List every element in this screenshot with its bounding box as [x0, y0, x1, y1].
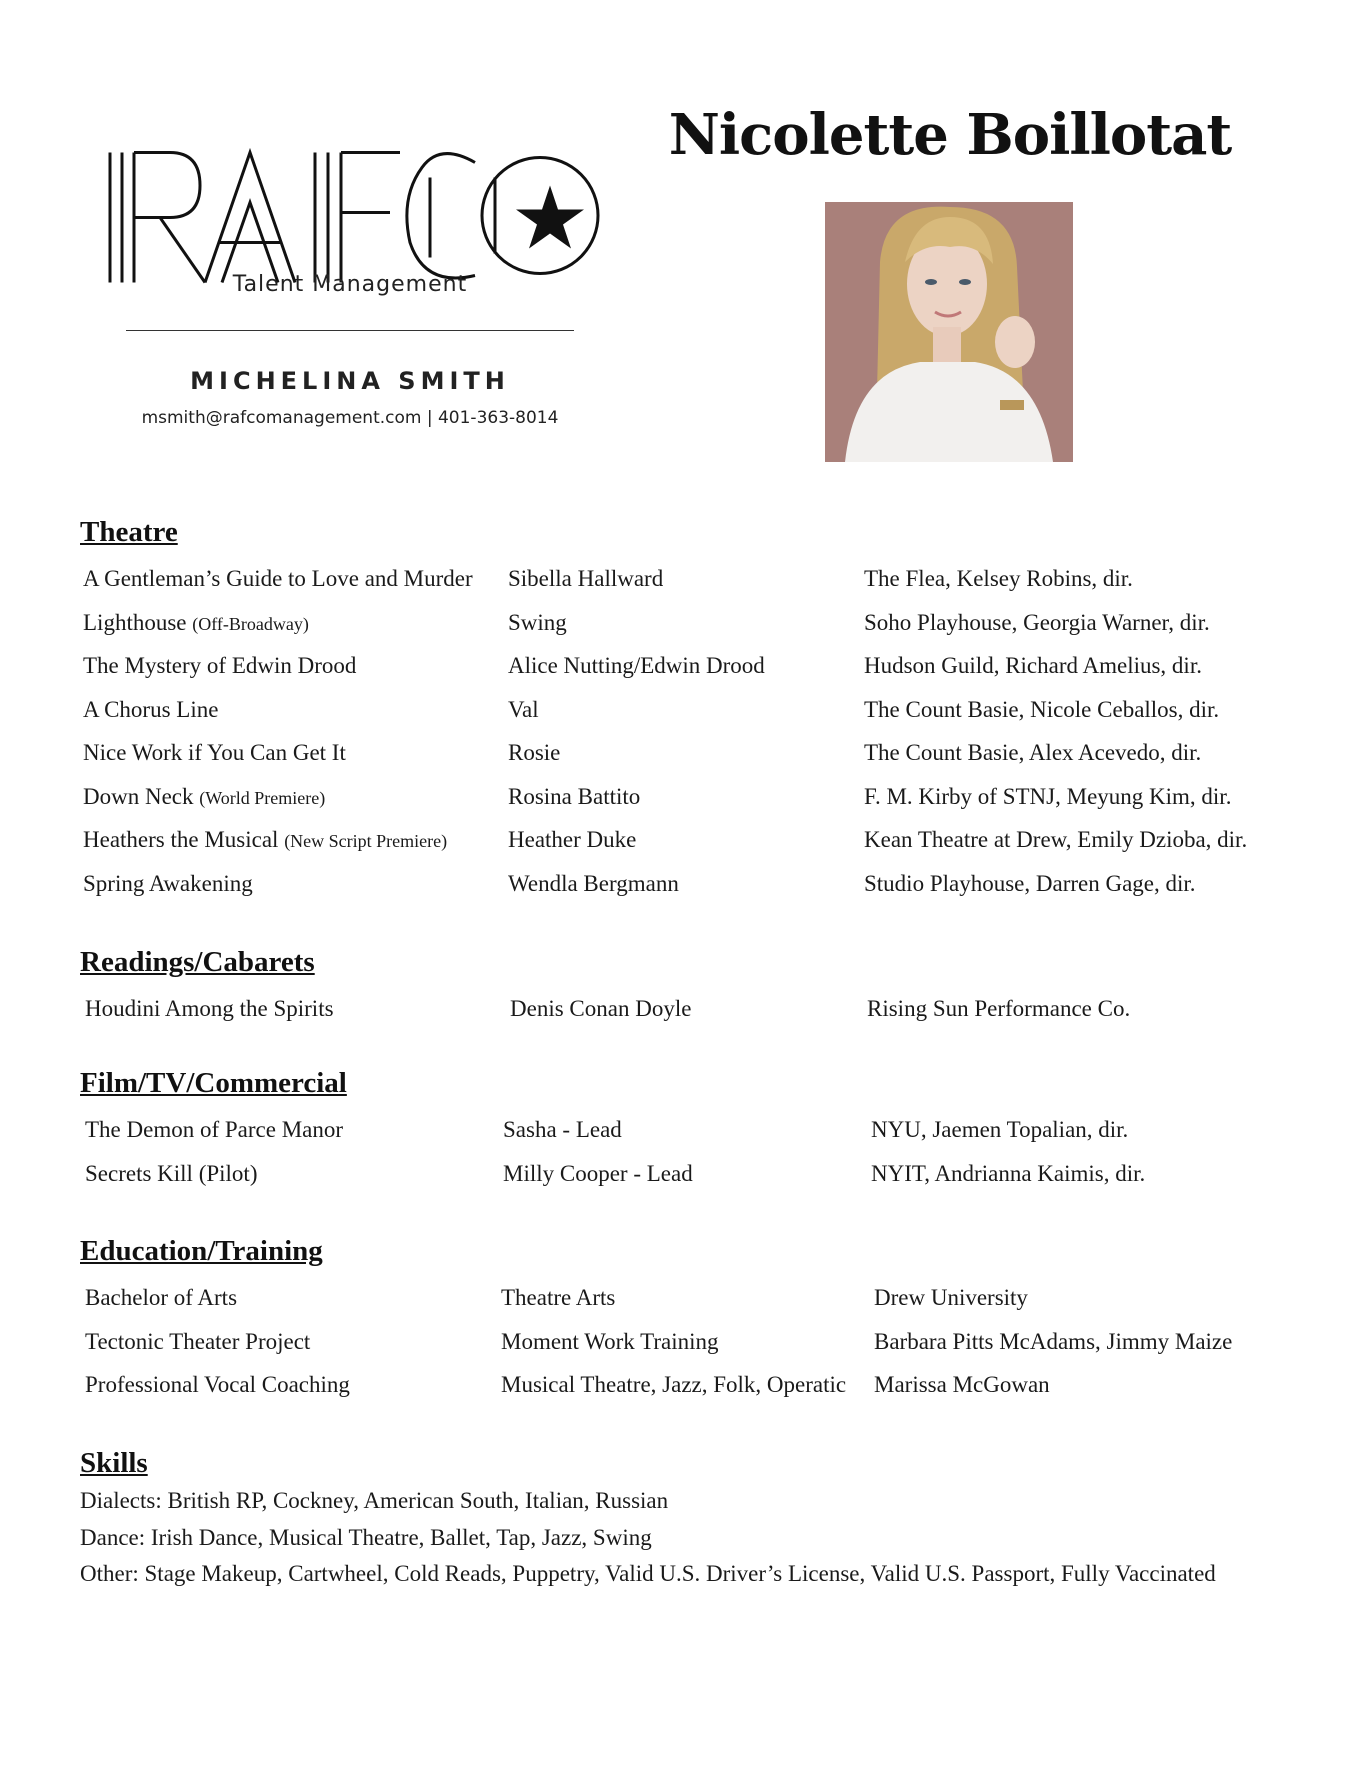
theatre-credit-row [0, 740, 1366, 776]
readings-credit-row [0, 996, 1366, 1032]
credit-title [85, 1117, 343, 1143]
credit-role: Sibella Hallward [508, 566, 664, 591]
credit-venue: Soho Playhouse, Georgia Warner, dir. [864, 609, 1210, 635]
credit-venue: The Flea, Kelsey Robins, dir. [864, 566, 1133, 591]
credit-venue: Barbara Pitts McAdams, Jimmy Maize [874, 1328, 1233, 1354]
credit-role: Heather Duke [508, 827, 637, 852]
agent-name: MICHELINA SMITH [190, 367, 510, 395]
actor-name: Nicolette Boillotat [668, 102, 1232, 168]
credit-role: Musical Theatre, Jazz, Folk, Operatic [501, 1372, 847, 1397]
credit-title-text: Down Neck [83, 783, 194, 809]
theatre-credit-row [0, 784, 1366, 820]
credit-venue: Drew University [874, 1285, 1028, 1310]
credit-title [85, 1285, 237, 1311]
credit-role: Milly Cooper - Lead [503, 1160, 693, 1186]
credit-title-text: A Gentleman’s Guide to Love and Murder [83, 566, 473, 591]
credit-venue: The Count Basie, Alex Acevedo, dir. [864, 740, 1202, 765]
credit-role: Theatre Arts [501, 1285, 616, 1310]
film-credit-row [0, 1161, 1366, 1197]
credit-note: (New Script Premiere) [284, 831, 448, 851]
credit-title [83, 827, 447, 853]
credit-role: Swing [508, 609, 567, 635]
credit-role: Rosina Battito [508, 783, 641, 809]
credit-title [83, 784, 325, 810]
credit-title [83, 697, 218, 723]
credit-title-text: Heathers the Musical [83, 827, 279, 852]
credit-role: Alice Nutting/Edwin Drood [508, 653, 765, 678]
credit-title-text: Tectonic Theater Project [85, 1328, 311, 1354]
credit-title-text: A Chorus Line [83, 696, 219, 722]
credit-title-text: The Mystery of Edwin Drood [83, 653, 357, 678]
theatre-credit-row [0, 697, 1366, 733]
credit-title [83, 740, 346, 766]
credit-role: Wendla Bergmann [508, 870, 679, 896]
credit-title [85, 1372, 350, 1398]
credit-title-text: Secrets Kill (Pilot) [85, 1160, 258, 1186]
skill-line-dance: Dance: Irish Dance, Musical Theatre, Ballet, Tap, Jazz, Swing [80, 1525, 652, 1550]
headshot-photo [825, 202, 1073, 462]
section-heading-education: Education/Training [80, 1235, 323, 1267]
section-heading-theatre: Theatre [80, 516, 178, 548]
theatre-credit-row [0, 827, 1366, 863]
education-credit-row [0, 1329, 1366, 1365]
credit-role: Rosie [508, 740, 561, 765]
theatre-credit-row [0, 610, 1366, 646]
credit-title [85, 1161, 257, 1187]
credit-title [83, 653, 356, 679]
credit-title [83, 610, 309, 636]
credit-role: Sasha - Lead [503, 1117, 622, 1142]
credit-venue: Marissa McGowan [874, 1372, 1050, 1397]
credit-venue: NYIT, Andrianna Kaimis, dir. [871, 1160, 1146, 1186]
education-credit-row [0, 1285, 1366, 1321]
section-heading-readings: Readings/Cabarets [80, 946, 315, 978]
credit-title [85, 1329, 310, 1355]
theatre-credit-row [0, 871, 1366, 907]
credit-note: (World Premiere) [199, 787, 326, 808]
credit-title-text: Houdini Among the Spirits [85, 996, 334, 1021]
credit-title [83, 566, 473, 592]
credit-role: Denis Conan Doyle [510, 996, 692, 1021]
logo-divider [126, 330, 574, 331]
credit-title-text: Lighthouse [83, 609, 187, 635]
education-credit-row [0, 1372, 1366, 1408]
agent-contact: msmith@rafcomanagement.com | 401-363-8014 [141, 408, 559, 428]
credit-title-text: Professional Vocal Coaching [85, 1372, 350, 1397]
theatre-credit-row [0, 566, 1366, 602]
credit-role: Val [508, 696, 539, 722]
credit-venue: Studio Playhouse, Darren Gage, dir. [864, 870, 1196, 896]
film-credit-row [0, 1117, 1366, 1153]
credit-venue: NYU, Jaemen Topalian, dir. [871, 1117, 1129, 1142]
section-heading-skills: Skills [80, 1447, 148, 1479]
credit-title [85, 996, 334, 1022]
skill-line-dialects: Dialects: British RP, Cockney, American South, Italian, Russian [80, 1488, 669, 1513]
credit-title-text: Bachelor of Arts [85, 1285, 238, 1310]
section-heading-film: Film/TV/Commercial [80, 1067, 347, 1099]
credit-title-text: Nice Work if You Can Get It [83, 740, 346, 765]
agency-tagline: Talent Management [232, 272, 468, 297]
credit-title-text: The Demon of Parce Manor [85, 1117, 344, 1142]
credit-venue: Kean Theatre at Drew, Emily Dzioba, dir. [864, 827, 1248, 852]
credit-venue: Rising Sun Performance Co. [867, 996, 1131, 1021]
theatre-credit-row [0, 653, 1366, 689]
skill-line-other: Other: Stage Makeup, Cartwheel, Cold Reads, Puppetry, Valid U.S. Driver’s License, Valid U.S. Passport, Fully Vaccinated [80, 1561, 1216, 1586]
credit-venue: The Count Basie, Nicole Ceballos, dir. [864, 696, 1220, 722]
credit-title-text: Spring Awakening [83, 870, 253, 896]
credit-note: (Off-Broadway) [192, 613, 309, 634]
credit-venue: F. M. Kirby of STNJ, Meyung Kim, dir. [864, 783, 1232, 809]
credit-role: Moment Work Training [501, 1328, 719, 1354]
credit-venue: Hudson Guild, Richard Amelius, dir. [864, 653, 1202, 678]
credit-title [83, 871, 253, 897]
